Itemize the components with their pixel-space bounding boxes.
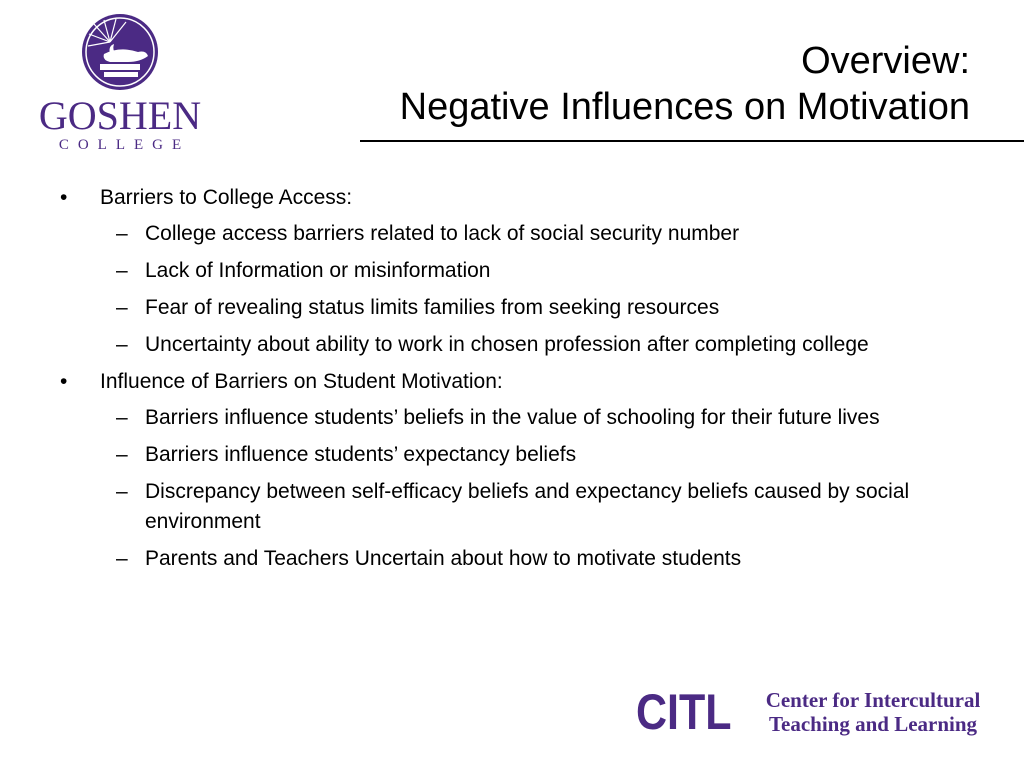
sub-item (58, 256, 945, 286)
sub-item (58, 330, 945, 360)
lamp-seal-icon (80, 12, 160, 92)
dash-marker: – (116, 296, 128, 319)
dash-marker: – (116, 406, 128, 429)
sub-list (58, 403, 958, 574)
dash-marker: – (116, 222, 128, 245)
sub-item (58, 544, 945, 574)
sub-item (58, 219, 945, 249)
dash-marker: – (116, 259, 128, 282)
sub-item-text: Barriers influence students’ expectancy beliefs (145, 443, 577, 466)
title-divider (360, 140, 1024, 142)
bullet-marker: • (60, 186, 68, 209)
citl-line-1: Center for Intercultural (765, 688, 981, 712)
bullet-item (58, 183, 958, 213)
dash-marker: – (116, 443, 128, 466)
goshen-college-logo (22, 12, 218, 152)
sub-item-text: College access barriers related to lack of social security number (145, 222, 740, 245)
citl-line-2: Teaching and Learning (768, 712, 978, 736)
logo-subtitle: COLLEGE (58, 137, 191, 153)
sub-item-text: Parents and Teachers Uncertain about how to motivate students (145, 547, 742, 570)
dash-marker: – (116, 333, 128, 356)
sub-list (58, 219, 958, 360)
dash-marker: – (116, 480, 128, 503)
dash-marker: – (116, 547, 128, 570)
sub-item (58, 293, 945, 323)
slide-body (58, 183, 958, 581)
bullet-text: Influence of Barriers on Student Motivation: (100, 370, 503, 393)
citl-full-name (740, 688, 1006, 736)
bullet-text: Barriers to College Access: (100, 186, 353, 209)
title-line-1: Overview: (801, 40, 970, 82)
slide-title (400, 38, 970, 130)
sub-item (58, 477, 945, 537)
citl-abbreviation: CITL (636, 684, 732, 740)
logo-wordmark: GOSHEN (38, 93, 202, 138)
sub-item-text: Discrepancy between self-efficacy beliefs and expectancy beliefs caused by social environment (145, 480, 910, 533)
citl-footer-logo (636, 682, 1016, 752)
bullet-marker: • (60, 370, 68, 393)
bullet-item (58, 367, 958, 397)
sub-item (58, 403, 945, 433)
sub-item-text: Uncertainty about ability to work in chosen profession after completing college (145, 333, 869, 356)
title-line-2: Negative Influences on Motivation (399, 86, 970, 128)
sub-item (58, 440, 945, 470)
sub-item-text: Fear of revealing status limits families from seeking resources (145, 296, 720, 319)
sub-item-text: Barriers influence students’ beliefs in the value of schooling for their future lives (145, 406, 880, 429)
sub-item-text: Lack of Information or misinformation (145, 259, 491, 282)
